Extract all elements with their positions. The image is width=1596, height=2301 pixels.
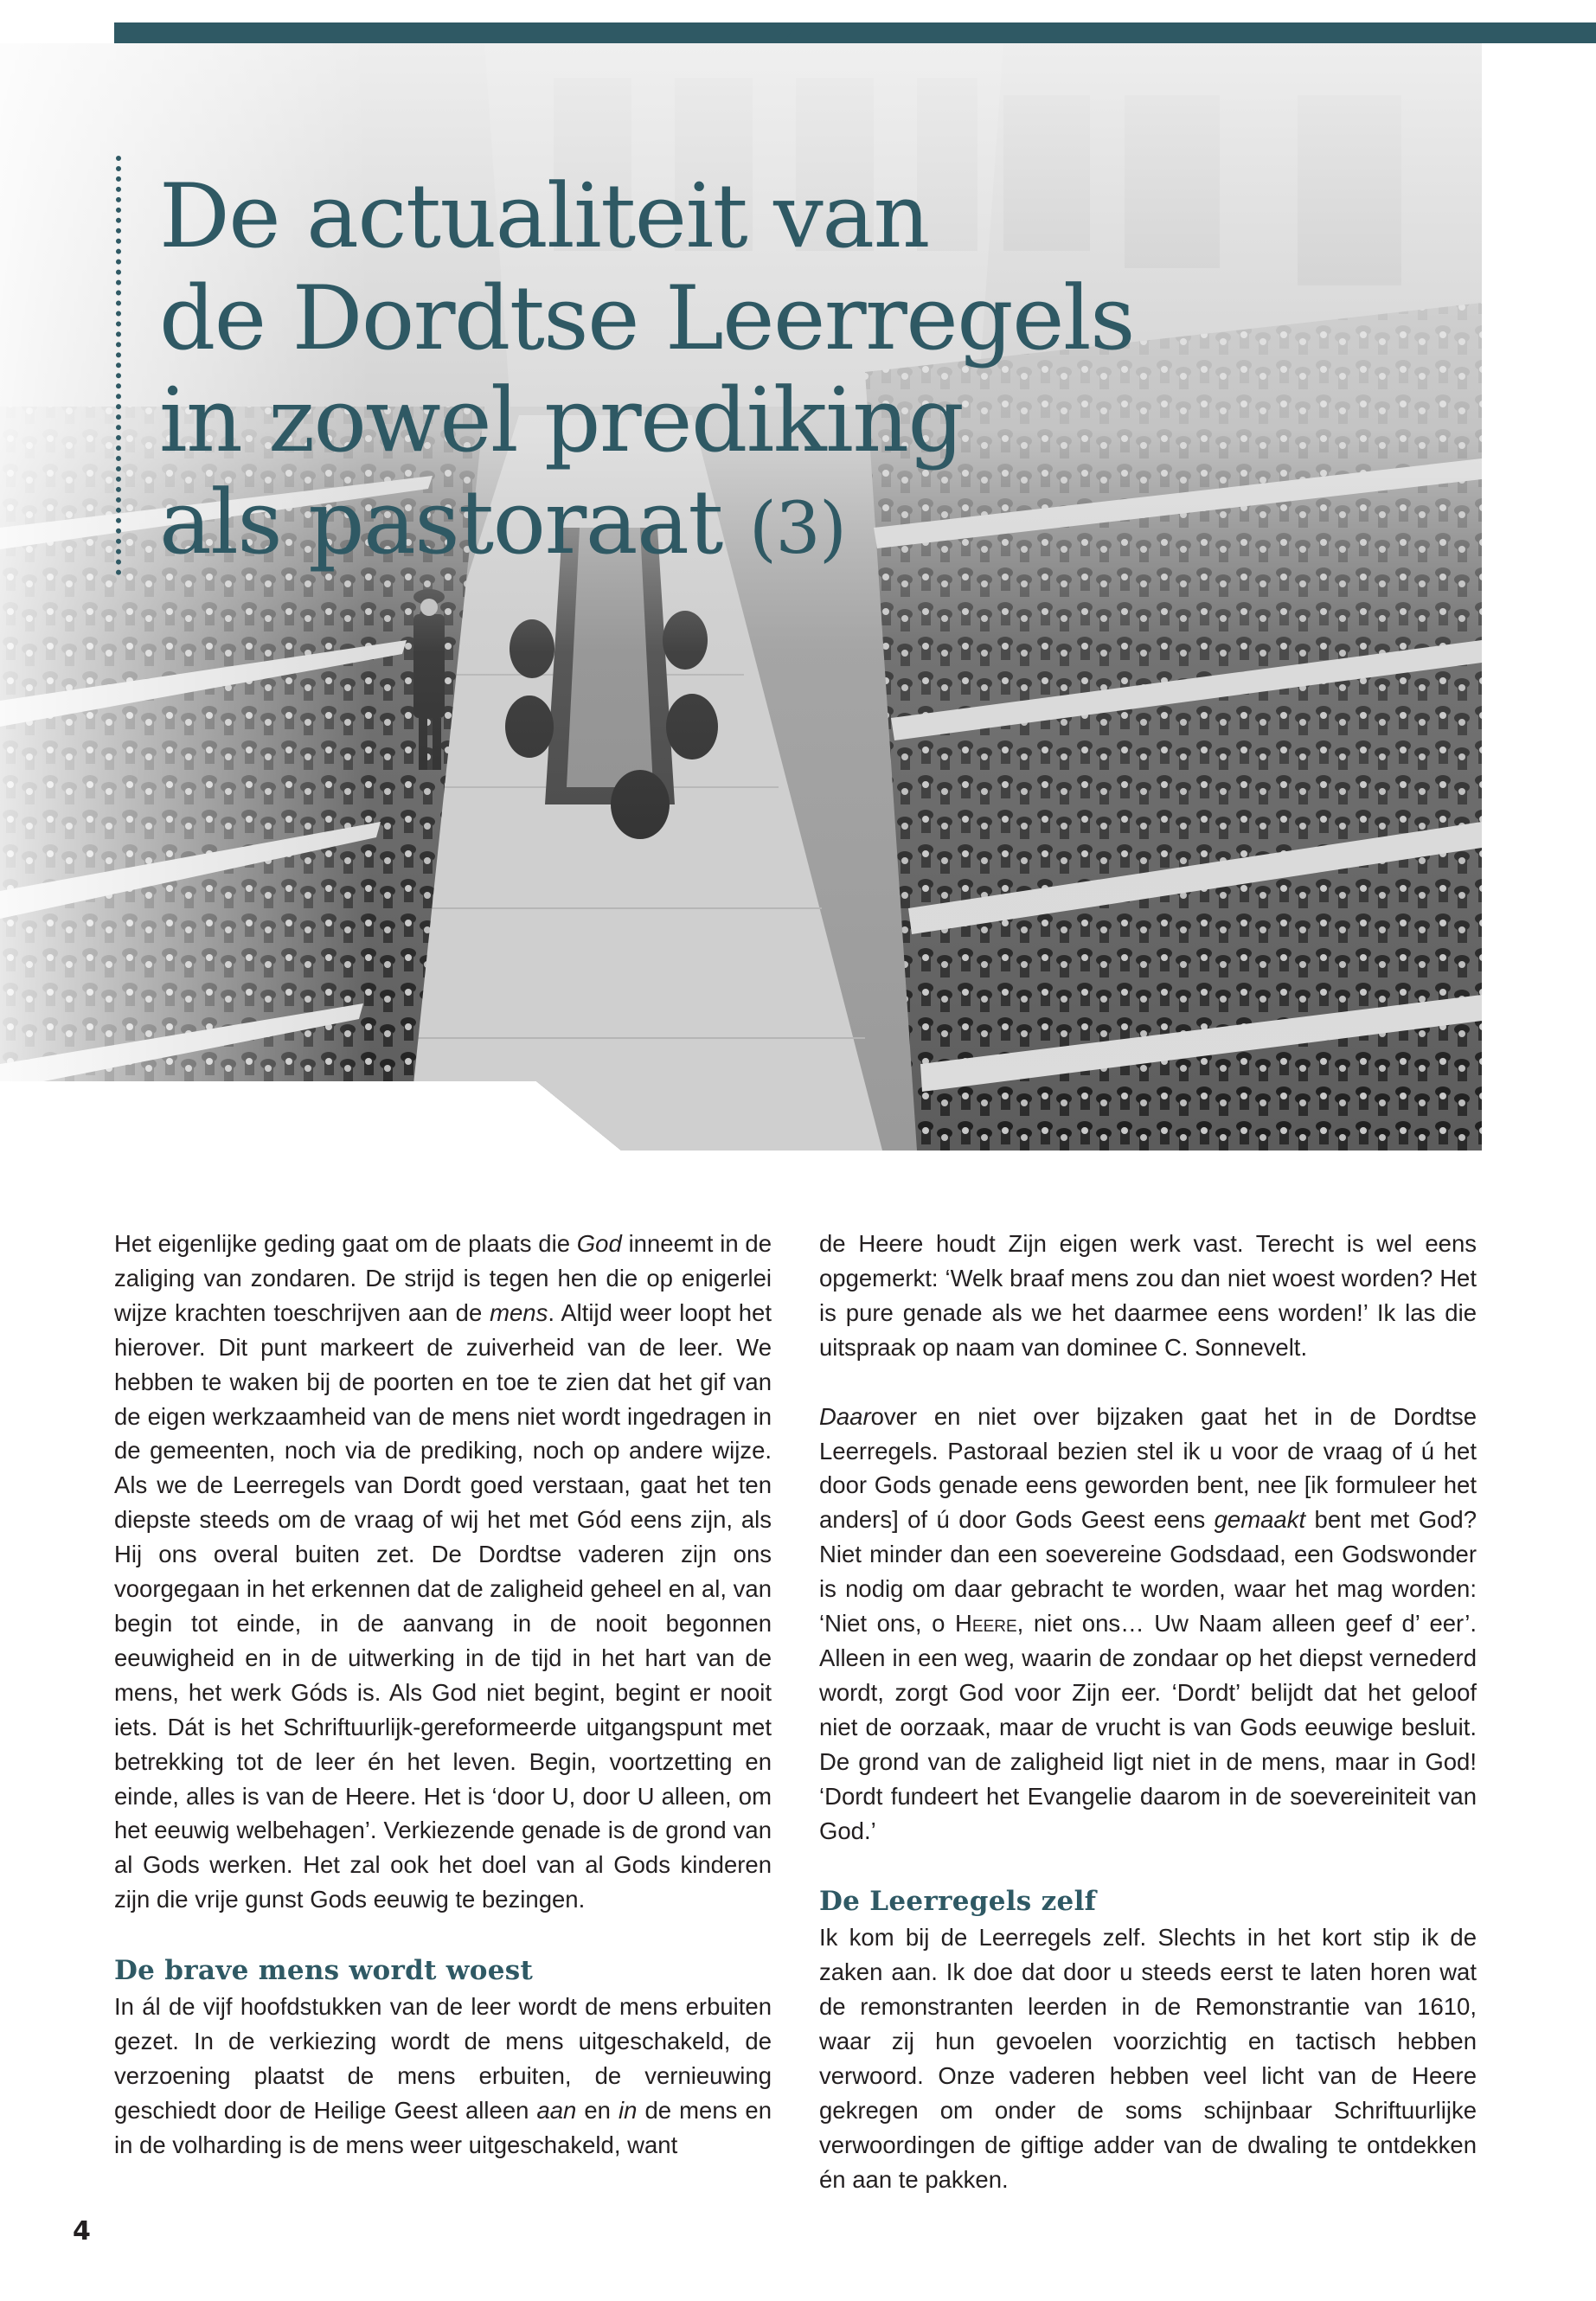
paragraph: In ál de vijf hoofdstukken van de leer wordt de mens erbuiten gezet. In de verkiezing wordt de mens uitgeschakeld, de verzoening plaatst de mens erbuiten, de vernieuwing geschiedt door de Heilige Geest alleen aan en in de mens en in de volharding is de mens weer uitgeschakeld, want — [114, 1993, 772, 2158]
title-line: De actualiteit van — [159, 165, 929, 268]
paragraph: de Heere houdt Zijn eigen werk vast. Terecht is wel eens opgemerkt: ‘Welk braaf mens zou dan niet woest worden? Het is pure genade als we het daarmee eens worden!’ Ik las die uitspraak op naam van dominee C. Sonnevelt. — [819, 1230, 1477, 1361]
article-column-left — [114, 1227, 772, 2163]
article-column-right — [819, 1227, 1477, 2197]
header-top-bar — [753, 22, 1596, 43]
paragraph: Daarover en niet over bijzaken gaat het in de Dordtse Leerregels. Pastoraal bezien stel ik u voor de vraag of ú het door Gods genade eens geworden bent, nee [ik formuleer het anders] of ú door Gods Geest eens gemaakt bent met God? Niet minder dan een soevereine Godsdaad, een Godswonder is nodig om daar gebracht te worden, waar het mag worden: ‘Niet ons, o Heere, niet ons… Uw Naam alleen geef d’ eer’. Alleen in een weg, waarin de zondaar op het diepst vernederd wordt, zorgt God voor Zijn eer. ‘Dordt’ belijdt dat het geloof niet de oorzaak, maar de vrucht is van Gods eeuwige besluit. De grond van de zaligheid ligt niet in de mens, maar in God! ‘Dordt fundeert het Evangelie daarom in de soevereiniteit van God.’ — [819, 1402, 1477, 1844]
title-line-last: als pastoraat (3) — [159, 471, 846, 574]
page-number: 4 — [73, 2216, 91, 2247]
subheading: De Leerregels zelf — [819, 1886, 1097, 1918]
paragraph: Ik kom bij de Leerregels zelf. Slechts in het kort stip ik de zaken aan. Ik doe dat door u steeds eerst te laten horen wat de remonstranten leerden in de Remonstrantie van 1610, waar zij hun gevoelen voorzichtig en tactisch hebben verwoord. Onze vaderen hebben veel licht van de Heere gekregen om onder de soms schijnbaar Schriftuurlijke verwoordingen de giftige adder van de dwaling te ontdekken én aan te pakken. — [819, 1924, 1477, 2193]
title-line: in zowel prediking — [159, 369, 964, 472]
article-title — [159, 166, 1134, 580]
paragraph: Het eigenlijke geding gaat om de plaats die God inneemt in de zaliging van zondaren. De strijd is tegen hen die op enigerlei wijze krachten toeschrijven aan de mens. Altijd weer loopt het hierover. Dit punt markeert de zuiverheid van de leer. We hebben te waken bij de poorten en toe te zien dat het gif van de eigen werkzaamheid van de mens niet wordt ingedragen in de gemeenten, noch via de prediking, noch op andere wijze. Als we de Leerregels van Dordt goed verstaan, gaat het ten diepste steeds om de vraag of wij het met Gód eens zijn, als Hij ons overal buiten zet. De Dordtse vaderen zijn ons voorgegaan in het erkennen dat de zaligheid geheel en al, van begin tot einde, in de aanvang in de nooit begonnen eeuwigheid en in de uitwerking in de tijd in het hart van de mens, het werk Góds is. Als God niet begint, begint er nooit iets. Dát is het Schriftuurlijk-gereformeerde uitgangspunt met betrekking tot de leer én het leven. Begin, voortzetting en einde, alles is van de Heere. Het is ‘door U, door U alleen, om het eeuwig welbehagen’. Verkiezende genade is de grond van al Gods werken. Het zal ook het doel van al Gods kinderen zijn die vrije gunst Gods eeuwig te bezingen. — [114, 1230, 772, 1913]
title-dotted-rule — [116, 156, 121, 575]
subheading: De brave mens wordt woest — [114, 1955, 534, 1987]
title-line: de Dordtse Leerregels — [159, 267, 1134, 370]
title-part-number: (3) — [748, 488, 846, 570]
